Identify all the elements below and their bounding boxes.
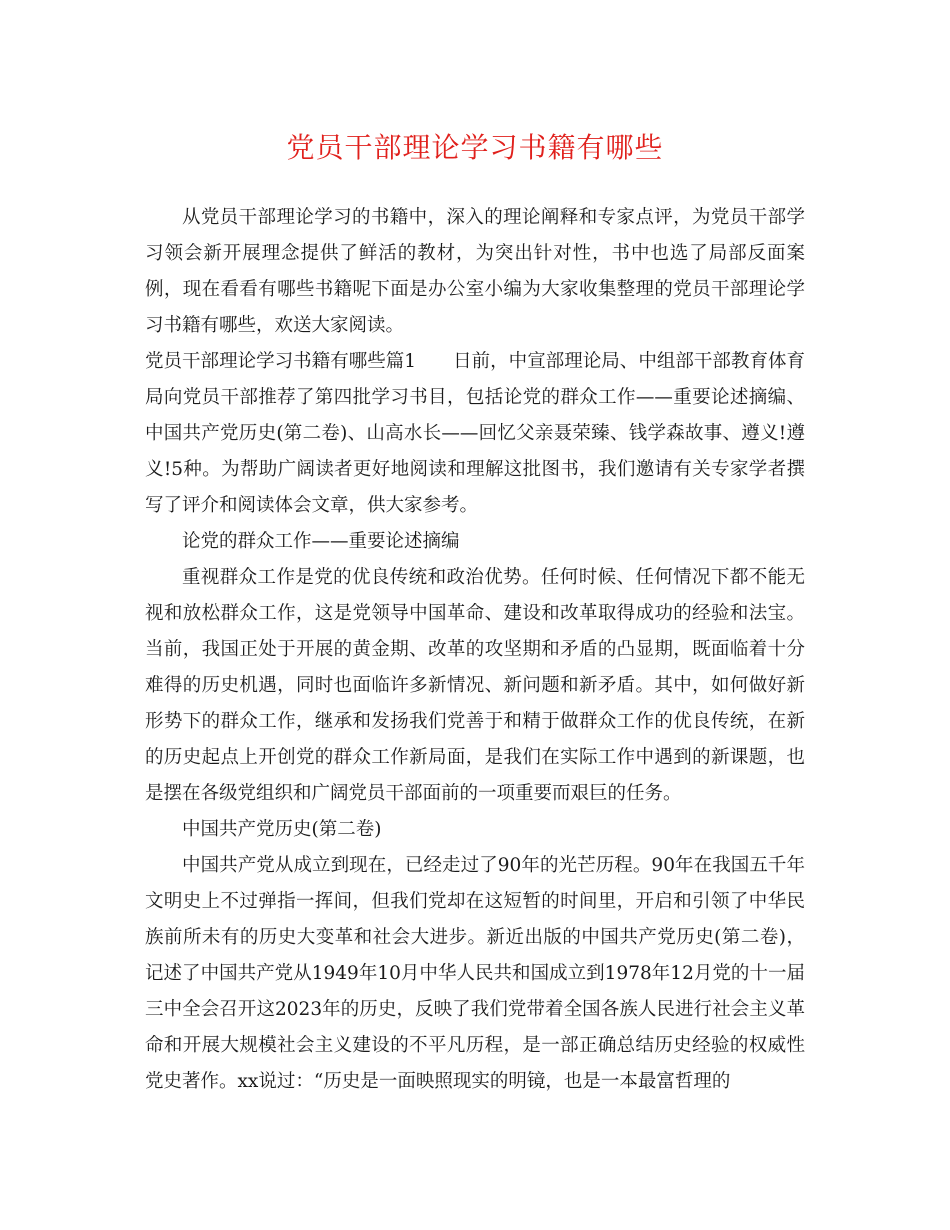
- document-title: 党员干部理论学习书籍有哪些: [286, 131, 664, 164]
- paragraph-book-1: 重视群众工作是党的优良传统和政治优势。任何时候、任何情况下都不能无视和放松群众工作，这是党领导中国革命、建设和改革取得成功的经验和法宝。当前，我国正处于开展的黄金期、改革的攻坚期和矛盾的凸显期，既面临着十分难得的历史机遇，同时也面临许多新情况、新问题和新矛盾。其中，如何做好新形势下的群众工作，继承和发扬我们党善于和精于做群众工作的优良传统，在新的历史起点上开创党的群众工作新局面，是我们在实际工作中遇到的新课题，也是摆在各级党组织和广阔党员干部面前的一项重要而艰巨的任务。: [145, 567, 805, 804]
- document-body: [145, 200, 805, 1100]
- heading-book-2: 中国共产党历史(第二卷): [182, 819, 382, 840]
- paragraph-book-2: 中国共产党从成立到现在，已经走过了90年的光芒历程。90年在我国五千年文明史上不过弹指一挥间，但我们党却在这短暂的时间里，开启和引领了中华民族前所未有的历史大变革和社会大进步。新近出版的中国共产党历史(第二卷)，记述了中国共产党从1949年10月中华人民共和国成立到1978年12月党的十一届三中全会召开这2023年的历史，反映了我们党带着全国各族人民进行社会主义革命和开展大规模社会主义建设的不平凡历程，是一部正确总结历史经验的权威性党史著作。xx说过：“历史是一面映照现实的明镜，也是一本最富哲理的: [145, 855, 805, 1092]
- heading-book-1: 论党的群众工作——重要论述摘编: [182, 531, 460, 552]
- paragraph-intro: 从党员干部理论学习的书籍中，深入的理论阐释和专家点评，为党员干部学习领会新开展理念提供了鲜活的教材，为突出针对性，书中也选了局部反面案例，现在看看有哪些书籍呢下面是办公室小编为大家收集整理的党员干部理论学习书籍有哪些，欢送大家阅读。: [145, 207, 805, 336]
- paragraph-section-1: 党员干部理论学习书籍有哪些篇1 日前，中宣部理论局、中组部干部教育体育局向党员干部推荐了第四批学习书目，包括论党的群众工作——重要论述摘编、中国共产党历史(第二卷)、山高水长——回忆父亲聂荣臻、钱学森故事、遵义!遵义!5种。为帮助广阔读者更好地阅读和理解这批图书，我们邀请有关专家学者撰写了评介和阅读体会文章，供大家参考。: [145, 351, 805, 516]
